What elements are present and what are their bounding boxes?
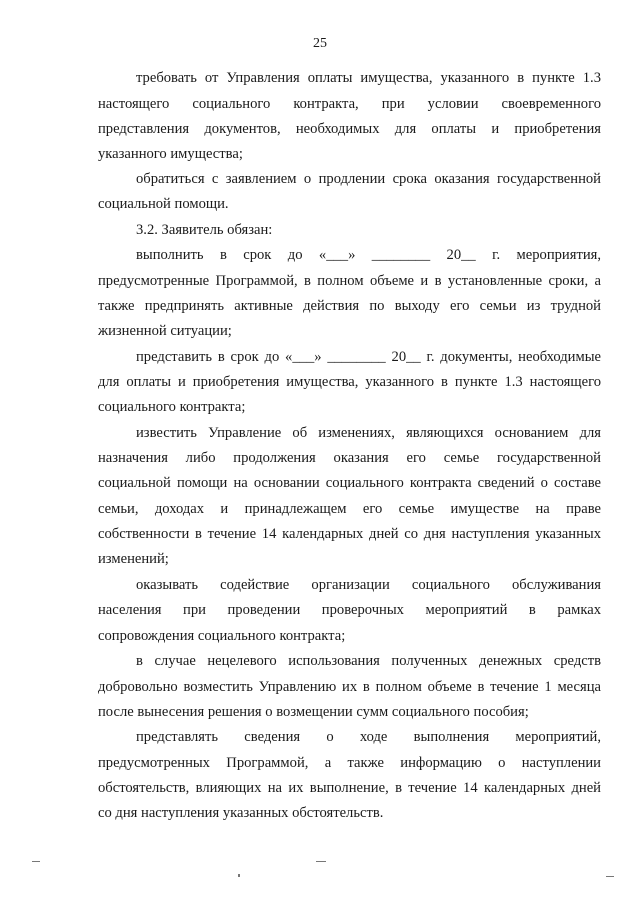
text-line: семьи, доходах и принадлежащем его семье имуществе на праве: [98, 501, 601, 517]
text-line: предусмотренных Программой, а также информацию о наступлении: [98, 755, 601, 771]
text-line: в случае нецелевого использования полученных денежных средств: [136, 653, 601, 669]
text-line: социальной помощи.: [98, 196, 229, 212]
text-line: после вынесения решения о возмещении сумм социального пособия;: [98, 704, 529, 720]
text-line: требовать от Управления оплаты имущества, указанного в пункте 1.3: [136, 70, 601, 86]
text-line: представления документов, необходимых для оплаты и приобретения: [98, 121, 601, 137]
text-line: социальной помощи на основании социального контракта сведений о составе: [98, 475, 601, 491]
scan-speck: [606, 876, 614, 877]
page-number: 25: [313, 36, 327, 51]
text-line: предусмотренные Программой, в полном объеме и в установленные сроки, а: [98, 273, 601, 289]
text-line: указанного имущества;: [98, 146, 243, 162]
text-line: представить в срок до «___» ________ 20__ г. документы, необходимые: [136, 349, 601, 365]
scan-speck: [316, 861, 326, 862]
text-line: добровольно возместить Управлению их в полном объеме в течение 1 месяца: [98, 679, 601, 695]
text-line: выполнить в срок до «___» ________ 20__ г. мероприятия,: [136, 247, 601, 263]
scan-speck: [32, 861, 40, 862]
text-line: социального контракта;: [98, 399, 246, 415]
text-line: населения при проведении проверочных мероприятий в рамках: [98, 602, 601, 618]
scan-speck: [238, 874, 240, 877]
text-line: собственности в течение 14 календарных дней со дня наступления указанных: [98, 526, 601, 542]
text-line: для оплаты и приобретения имущества, указанного в пункте 1.3 настоящего: [98, 374, 601, 390]
text-line: сопровождения социального контракта;: [98, 628, 346, 644]
text-line: известить Управление об изменениях, являющихся основанием для: [136, 425, 601, 441]
text-line: также предпринять активные действия по выходу его семьи из трудной: [98, 298, 601, 314]
text-line: настоящего социального контракта, при условии своевременного: [98, 96, 601, 112]
text-line: изменений;: [98, 551, 169, 567]
text-line: обстоятельств, влияющих на их выполнение, в течение 14 календарных дней: [98, 780, 601, 796]
text-line: оказывать содействие организации социального обслуживания: [136, 577, 601, 593]
text-line: жизненной ситуации;: [98, 323, 232, 339]
text-line: назначения либо продолжения оказания его семье государственной: [98, 450, 601, 466]
text-line: представлять сведения о ходе выполнения мероприятий,: [136, 729, 601, 745]
text-line: со дня наступления указанных обстоятельств.: [98, 805, 384, 821]
text-line: 3.2. Заявитель обязан:: [136, 222, 273, 238]
text-line: обратиться с заявлением о продлении срока оказания государственной: [136, 171, 601, 187]
